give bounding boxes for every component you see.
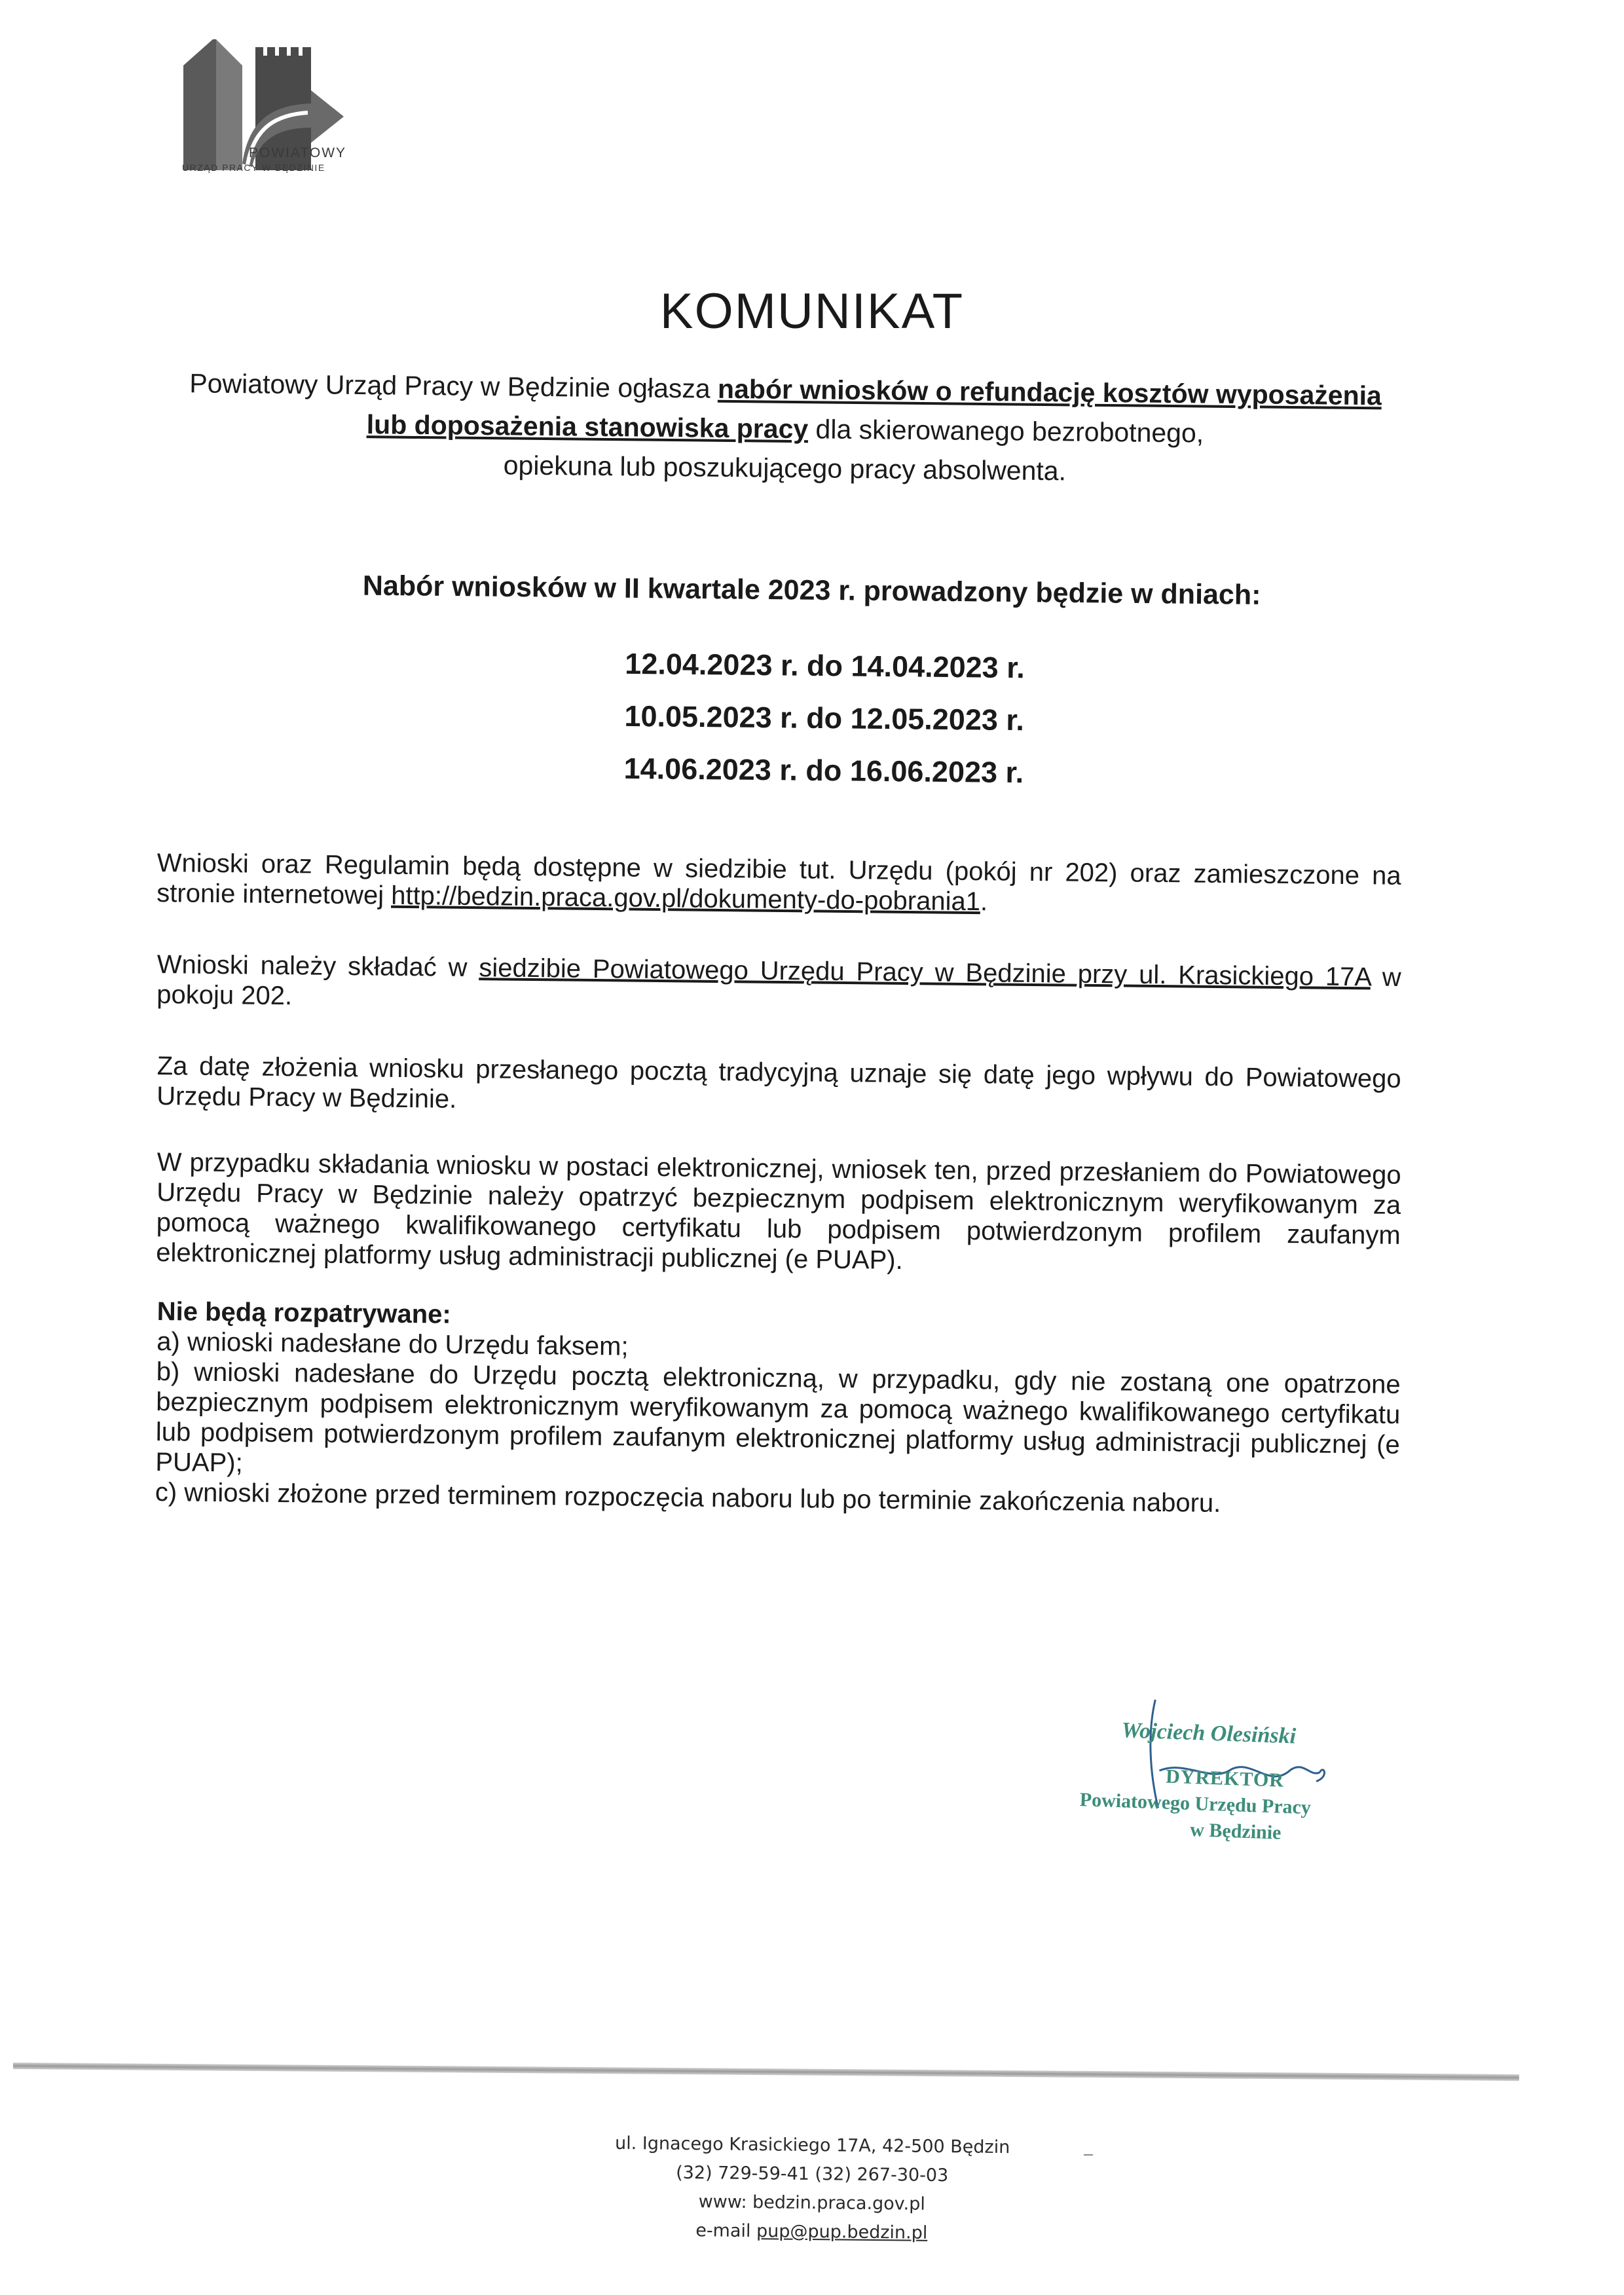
date-item: 12.04.2023 r. do 14.04.2023 r. <box>625 646 1025 685</box>
rejection-heading: Nie będą rozpatrywane: <box>157 1297 451 1329</box>
footer-email-label: e-mail <box>695 2220 757 2242</box>
date-item: 14.06.2023 r. do 16.06.2023 r. <box>623 751 1024 790</box>
footer-address: ul. Ignacego Krasickiego 17A, 42-500 Będzin <box>614 2133 1010 2158</box>
postal-date-paragraph: Za datę złożenia wniosku przesłanego pocztą tradycyjną uznaje się datę jego wpływu do Powiatowego Urzędu Pracy w Będzinie. <box>157 1052 1401 1114</box>
submission-text: Wnioski należy składać w <box>157 950 479 983</box>
footer-www[interactable]: www: bedzin.praca.gov.pl <box>698 2192 926 2214</box>
signature-office: Powiatowego Urzędu Pracy <box>1079 1788 1312 1819</box>
signature-role: DYREKTOR <box>1165 1765 1285 1791</box>
rejection-item: c) wnioski złożone przed terminem rozpoczęcia naboru lub po terminie zakończenia naboru. <box>155 1477 1221 1518</box>
submission-end: w pokoju 202. <box>157 963 1401 1011</box>
intro-highlight-line1: nabór wniosków o refundację kosztów wyposażenia <box>717 373 1382 411</box>
page-title: KOMUNIKAT <box>659 284 965 339</box>
intro-paragraph <box>169 363 1401 494</box>
intro-highlight-line2: lub doposażenia stanowiska pracy <box>366 409 809 445</box>
intro-part2: dla skierowanego bezrobotnego, <box>807 414 1204 449</box>
date-list <box>509 636 1139 800</box>
footer-contact <box>0 2123 1624 2255</box>
signature-name: Wojciech Olesiński <box>1120 1718 1297 1749</box>
signature-stamp <box>1058 1690 1405 1872</box>
electronic-submission-paragraph: W przypadku składania wniosku w postaci elektronicznej, wniosek ten, przed przesłaniem do Powiatowego Urzędu Pracy w Będzinie należy opatrzyć bezpiecznym podpisem elektronicznym weryfikowanym za pomocą ważnego kwalifikowanego certyfikatu lub podpisem potwierdzonym profilem zaufanym elektronicznej platformy usług administracji publicznej (e PUAP). <box>156 1148 1401 1275</box>
date-item: 10.05.2023 r. do 12.05.2023 r. <box>624 699 1025 737</box>
rejection-item: b) wnioski nadesłane do Urzędu pocztą elektroniczną, w przypadku, gdy nie zostaną one opatrzone bezpiecznym podpisem elektronicznym weryfikowanym za pomocą ważnego kwalifikowanego certyfikatu lub podpisem potwierdzonym profilem zaufanym elektronicznej platformy usług administracji publicznej (e PUAP); <box>155 1357 1401 1478</box>
intro-part1: Powiatowy Urząd Pracy w Będzinie ogłasza <box>189 368 718 404</box>
availability-text: Wnioski oraz Regulamin będą dostępne w siedzibie tut. Urzędu (pokój nr 202) oraz zamieszczone na stronie internetowej <box>157 849 1401 910</box>
download-link[interactable]: http://bedzin.praca.gov.pl/dokumenty-do-pobrania1 <box>390 881 981 917</box>
rejection-section <box>155 1296 1401 1520</box>
submission-paragraph <box>157 949 1401 1023</box>
footer-email-link[interactable]: pup@pup.bedzin.pl <box>756 2221 928 2243</box>
logo-line2: URZĄD PRACY W BĘDZINIE <box>182 162 325 173</box>
availability-paragraph <box>157 848 1401 921</box>
footer-phones: (32) 729-59-41 (32) 267-30-03 <box>676 2162 949 2186</box>
rejection-item: a) wnioski nadesłane do Urzędu faksem; <box>157 1327 629 1361</box>
availability-end: . <box>980 887 988 917</box>
footer-divider <box>13 2063 1519 2081</box>
logo-line1: POWIATOWY <box>249 145 347 160</box>
intro-line3: opiekuna lub poszukującego pracy absolwenta. <box>503 450 1067 487</box>
office-address: siedzibie Powiatowego Urzędu Pracy w Będzinie przy ul. Krasickiego 17A <box>479 953 1371 992</box>
nabor-heading: Nabór wniosków w II kwartale 2023 r. prowadzony będzie w dniach: <box>362 570 1261 611</box>
signature-city: w Będzinie <box>1189 1818 1282 1844</box>
